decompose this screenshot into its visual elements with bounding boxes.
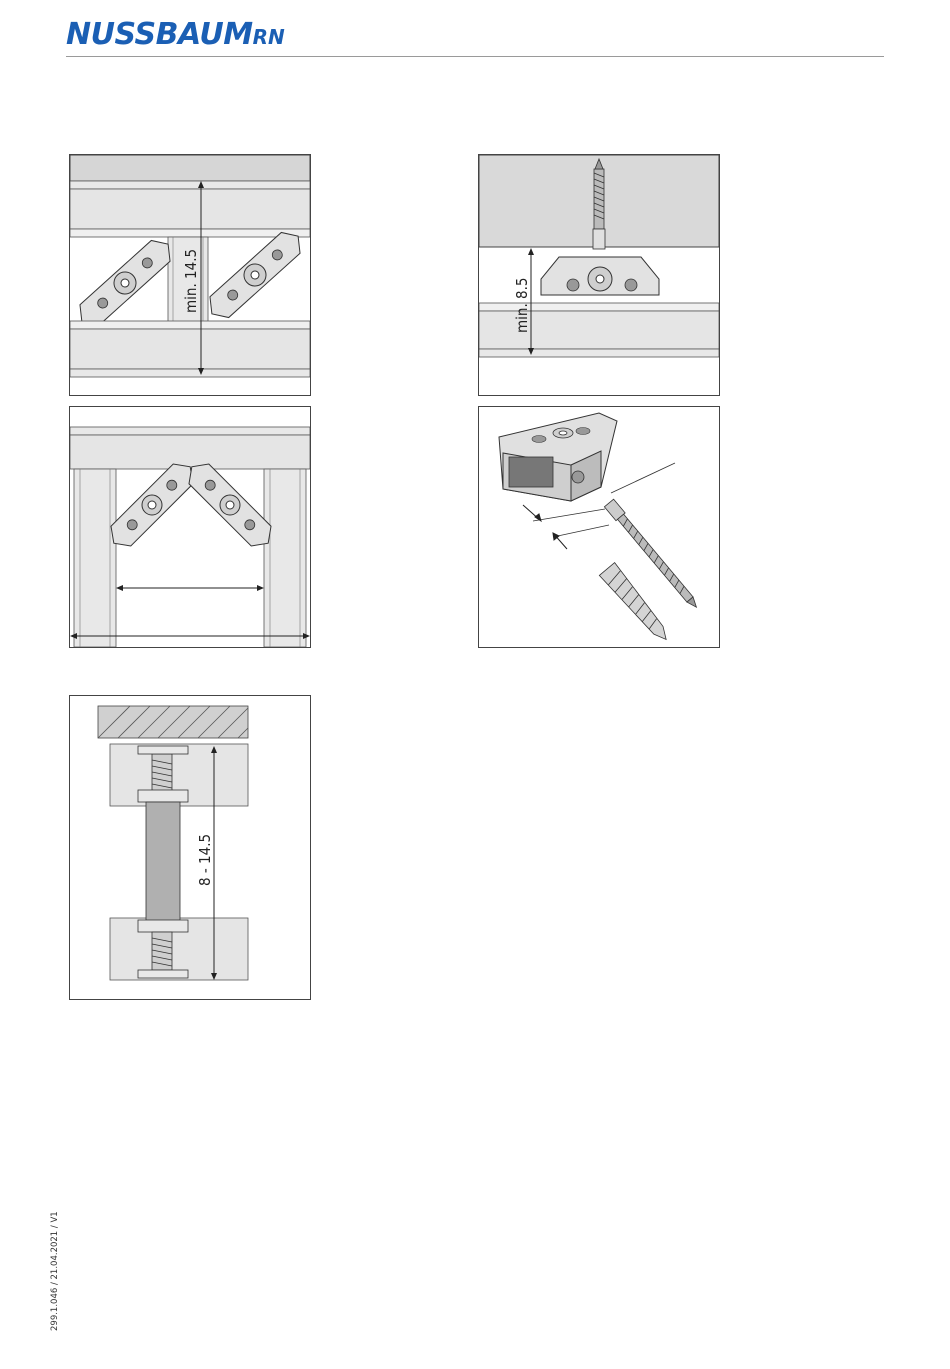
figure-bracket-with-anchor xyxy=(478,406,720,648)
fig5-dimension-label: 8 - 14.5 xyxy=(196,833,214,886)
figure-diagonal-brackets-drawing xyxy=(70,155,310,395)
figure-distance-element xyxy=(69,695,311,1000)
figure-angled-brackets xyxy=(69,406,311,648)
figure-angled-brackets-drawing xyxy=(70,407,310,647)
figure-ceiling-bracket xyxy=(478,154,720,396)
brand-suffix: RN xyxy=(252,25,285,49)
figure-diagonal-brackets xyxy=(69,154,311,396)
figure-ceiling-bracket-drawing xyxy=(479,155,719,395)
header-rule xyxy=(66,56,884,57)
figure-distance-element-drawing xyxy=(70,696,310,999)
fig1-dimension-label: min. 14.5 xyxy=(182,248,200,313)
brand-logo xyxy=(66,17,285,52)
fig2-dimension-label: min. 8.5 xyxy=(513,277,531,333)
figure-bracket-with-anchor-drawing xyxy=(479,407,719,647)
brand-name: NUSSBAUM xyxy=(66,17,253,52)
document-reference: 299.1.046 / 21.04.2021 / V1 xyxy=(50,1211,60,1331)
